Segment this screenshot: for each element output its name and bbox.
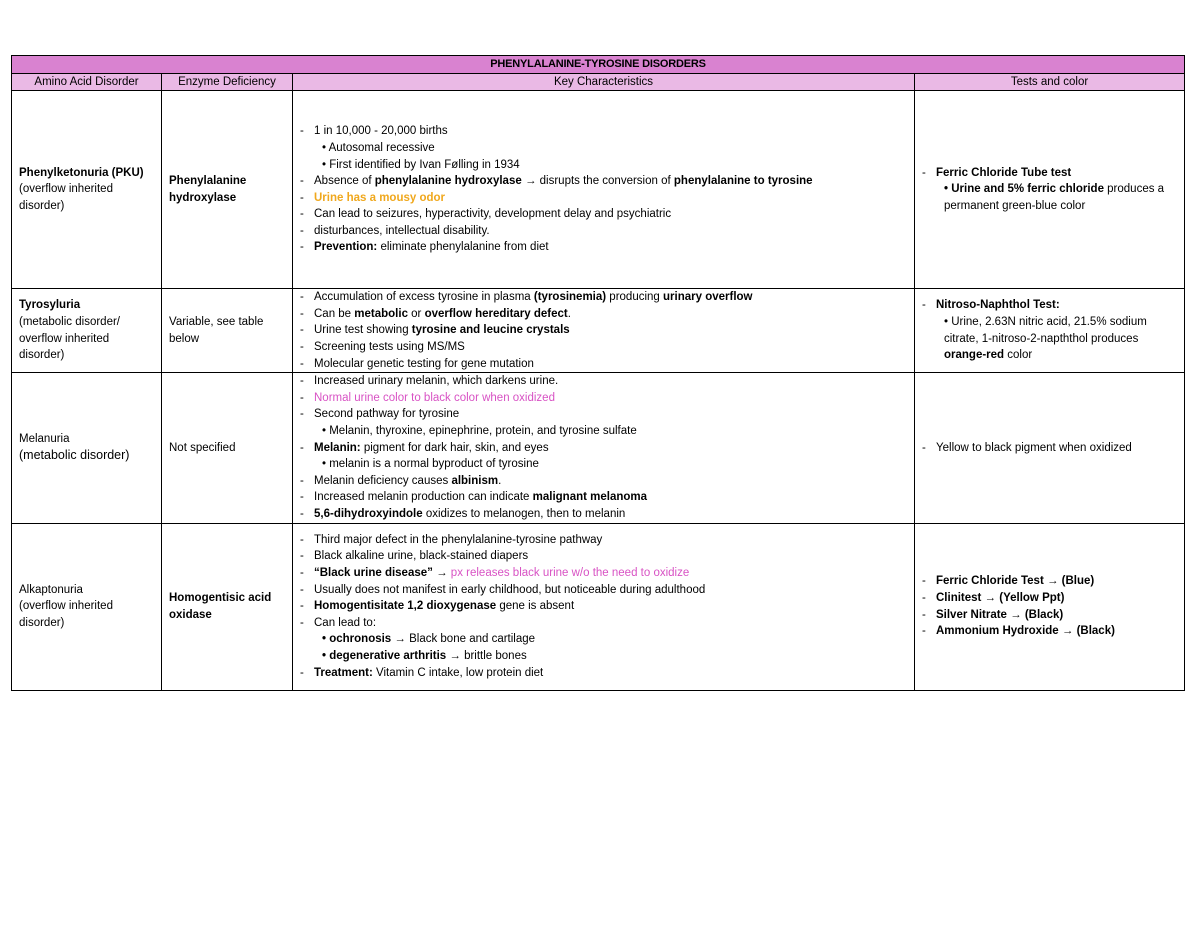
disorder-cell — [12, 91, 162, 289]
enzyme-name: Not specified — [169, 441, 236, 454]
tests-cell — [915, 373, 1185, 523]
list-item: - disturbances, intellectual disability. — [300, 224, 490, 237]
disorder-sub: (overflow inherited disorder) — [19, 600, 113, 629]
disorder-name: Phenylketonuria (PKU) — [19, 166, 144, 179]
list-item: - 1 in 10,000 - 20,000 births — [300, 125, 448, 138]
list-item: - Molecular genetic testing for gene mutation — [300, 357, 534, 370]
list-item: - Urine has a mousy odor — [300, 191, 446, 204]
disorder-cell — [12, 289, 162, 373]
characteristics-cell — [293, 289, 915, 373]
list-item: - Can be metabolic or overflow hereditary defect. — [300, 307, 571, 320]
list-item: - Can lead to: — [300, 616, 377, 629]
table-row-melanuria — [12, 373, 1185, 523]
enzyme-cell — [162, 91, 293, 289]
list-item: - Yellow to black pigment when oxidized — [922, 441, 1132, 454]
characteristics-cell — [293, 91, 915, 289]
tests-cell — [915, 91, 1185, 289]
header-tests: Tests and color — [915, 73, 1185, 91]
disorder-name: Melanuria — [19, 432, 70, 445]
list-item: • melanin is a normal byproduct of tyrosine — [322, 458, 539, 471]
list-item: - Treatment: Vitamin C intake, low protein diet — [300, 666, 544, 679]
list-item: - Ammonium Hydroxide → (Black) — [922, 625, 1115, 638]
enzyme-cell — [162, 373, 293, 523]
enzyme-name: Homogentisic acid oxidase — [169, 591, 272, 621]
list-item: - Prevention: eliminate phenylalanine from diet — [300, 241, 549, 254]
list-item: - Melanin deficiency causes albinism. — [300, 474, 502, 487]
list-item: • degenerative arthritis → brittle bones — [322, 649, 527, 662]
disorder-sub: (metabolic disorder) — [19, 448, 130, 463]
table-row-pku — [12, 91, 1185, 289]
enzyme-cell — [162, 523, 293, 690]
disorder-cell — [12, 523, 162, 690]
disorder-name: Tyrosyluria — [19, 299, 81, 312]
list-item: - Homogentisitate 1,2 dioxygenase gene is absent — [300, 600, 575, 613]
title-row — [12, 56, 1185, 74]
list-item: - Clinitest → (Yellow Ppt) — [922, 591, 1065, 604]
disorders-table — [11, 55, 1185, 691]
list-item: • Melanin, thyroxine, epinephrine, protein, and tyrosine sulfate — [322, 424, 637, 437]
list-item: - Urine test showing tyrosine and leucine crystals — [300, 324, 570, 337]
list-item: - Can lead to seizures, hyperactivity, development delay and psychiatric — [300, 208, 672, 221]
tests-cell — [915, 289, 1185, 373]
list-item: • First identified by Ivan Følling in 1934 — [322, 158, 520, 171]
characteristics-cell — [293, 373, 915, 523]
list-item: - Increased melanin production can indicate malignant melanoma — [300, 491, 648, 504]
disorder-cell — [12, 373, 162, 523]
header-enzyme: Enzyme Deficiency — [162, 73, 293, 91]
enzyme-cell — [162, 289, 293, 373]
list-item: - Usually does not manifest in early childhood, but noticeable during adulthood — [300, 583, 706, 596]
list-item: • Urine and 5% ferric chloride produces a permanent green-blue color — [944, 183, 1165, 212]
table-row-tyrosyluria — [12, 289, 1185, 373]
list-item: - Increased urinary melanin, which darkens urine. — [300, 375, 559, 388]
list-item: - Normal urine color to black color when oxidized — [300, 391, 555, 404]
disorder-sub: (overflow inherited disorder) — [19, 183, 113, 212]
header-row — [12, 73, 1185, 91]
table-row-alkaptonuria — [12, 523, 1185, 690]
enzyme-name: Variable, see table below — [169, 316, 264, 345]
tests-cell — [915, 523, 1185, 690]
list-item: • Urine, 2.63N nitric acid, 21.5% sodium citrate, 1-nitroso-2-napththol produces orange-red color — [944, 316, 1147, 362]
table-title: PHENYLALANINE-TYROSINE DISORDERS — [12, 56, 1185, 74]
list-item: - Second pathway for tyrosine — [300, 408, 460, 421]
list-item: - Ferric Chloride Tube test — [922, 166, 1072, 179]
list-item: - Screening tests using MS/MS — [300, 340, 465, 353]
list-item: - Black alkaline urine, black-stained diapers — [300, 550, 529, 563]
list-item: - 5,6-dihydroxyindole oxidizes to melanogen, then to melanin — [300, 507, 626, 520]
list-item: • Autosomal recessive — [322, 141, 435, 154]
list-item: - Ferric Chloride Test → (Blue) — [922, 575, 1095, 588]
list-item: • ochronosis → Black bone and cartilage — [322, 633, 536, 646]
list-item: - Third major defect in the phenylalanine-tyrosine pathway — [300, 533, 603, 546]
disorder-name: Alkaptonuria — [19, 583, 83, 596]
header-characteristics: Key Characteristics — [293, 73, 915, 91]
disorder-sub: (metabolic disorder/ overflow inherited disorder) — [19, 316, 120, 362]
list-item: - Nitroso-Naphthol Test: — [922, 299, 1060, 312]
header-disorder: Amino Acid Disorder — [12, 73, 162, 91]
characteristics-cell — [293, 523, 915, 690]
list-item: - Absence of phenylalanine hydroxylase → disrupts the conversion of phenylalanine to tyrosine — [300, 175, 813, 188]
list-item: - Silver Nitrate → (Black) — [922, 608, 1064, 621]
list-item: - Melanin: pigment for dark hair, skin, and eyes — [300, 441, 549, 454]
enzyme-name: Phenylalanine hydroxylase — [169, 175, 247, 204]
list-item: - Accumulation of excess tyrosine in plasma (tyrosinemia) producing urinary overflow — [300, 291, 753, 304]
list-item: - “Black urine disease” → px releases black urine w/o the need to oxidize — [300, 567, 690, 580]
